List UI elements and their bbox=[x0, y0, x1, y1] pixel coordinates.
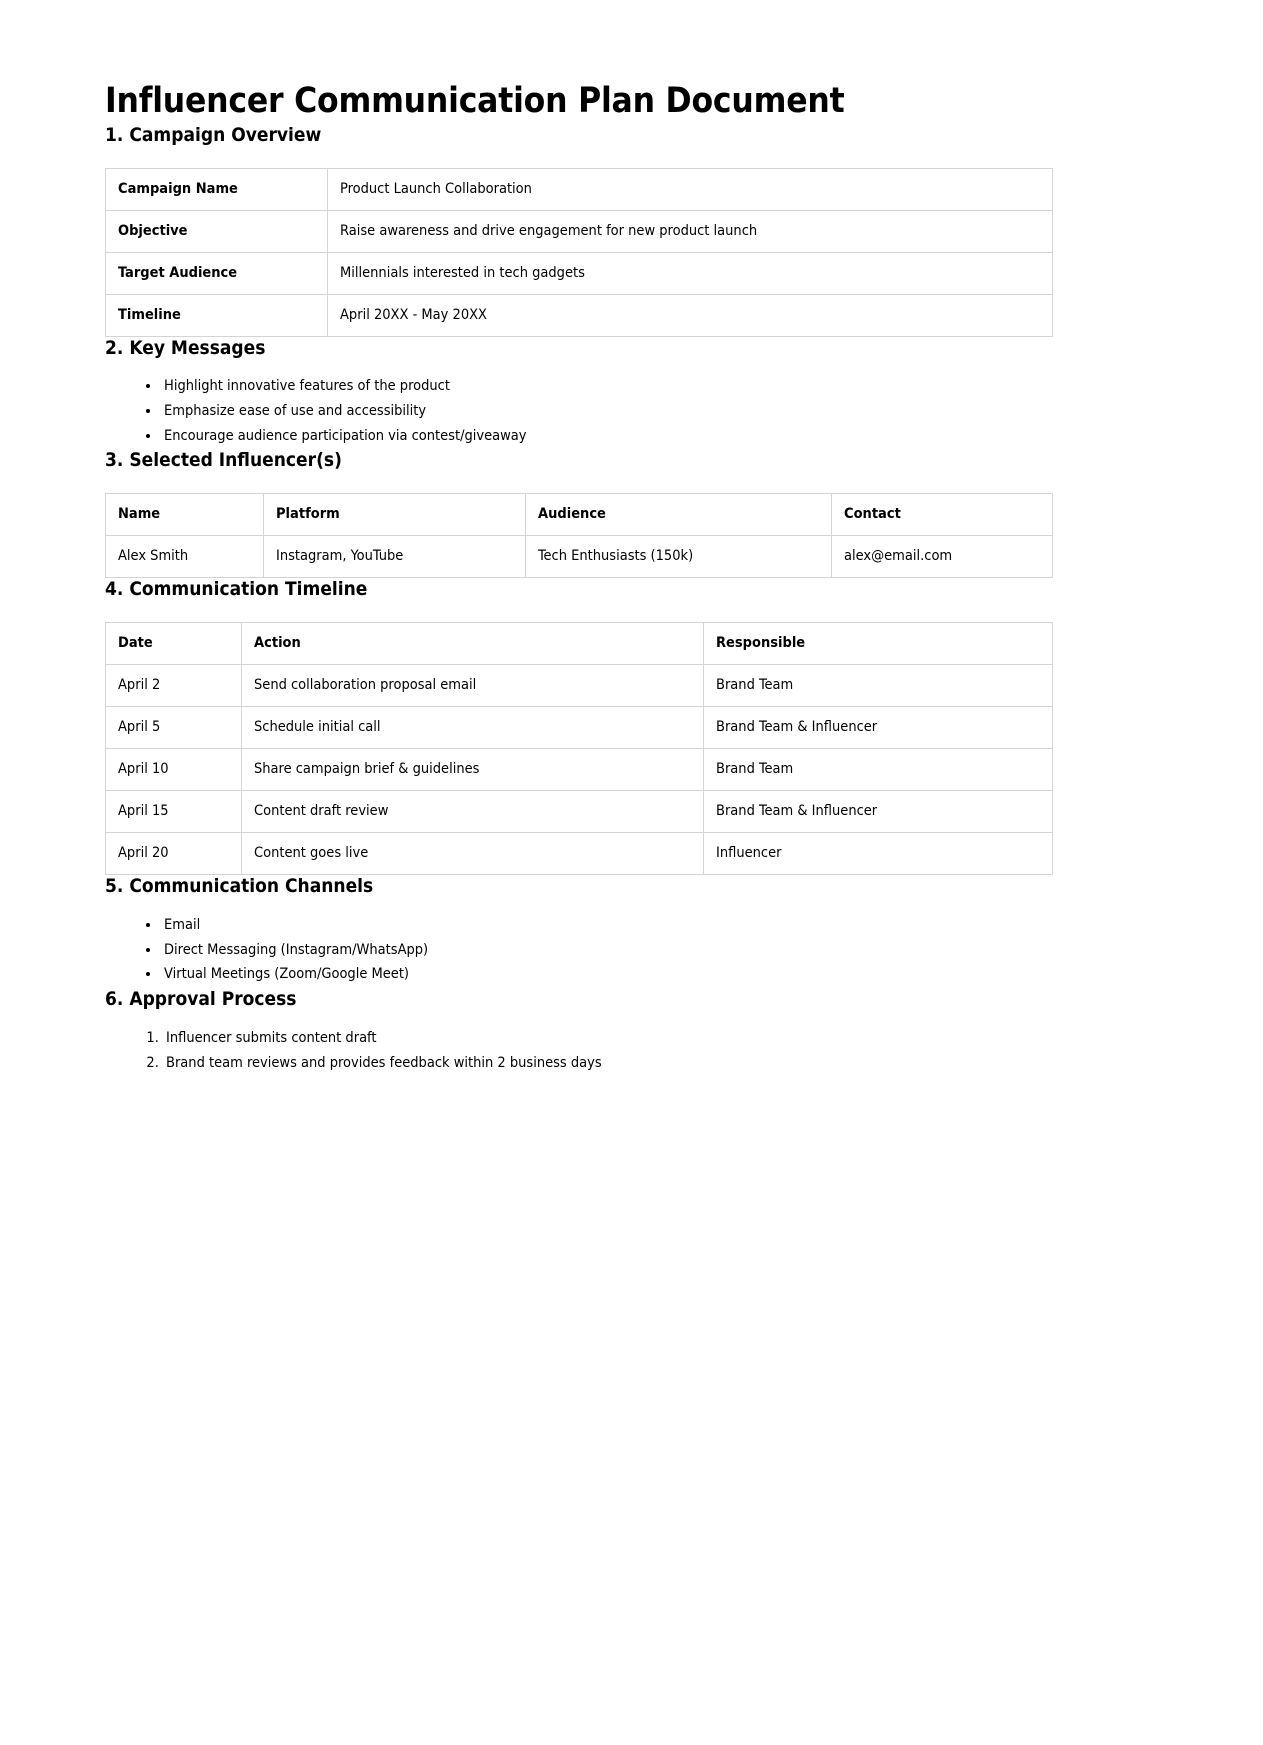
section-heading-approval-process: 6. Approval Process bbox=[105, 988, 297, 1011]
cell-action: Send collaboration proposal email bbox=[242, 665, 704, 707]
column-header-contact: Contact bbox=[832, 494, 1053, 536]
row-label: Campaign Name bbox=[106, 168, 328, 210]
cell-date: April 5 bbox=[106, 707, 242, 749]
cell-name: Alex Smith bbox=[106, 536, 264, 578]
list-item: • Highlight innovative features of the product bbox=[161, 375, 1158, 398]
cell-date: April 15 bbox=[106, 791, 242, 833]
cell-contact: alex@email.com bbox=[832, 536, 1053, 578]
section-heading-selected-influencers: 3. Selected Influencer(s) bbox=[105, 449, 342, 472]
table-row bbox=[106, 707, 1053, 749]
row-label: Objective bbox=[106, 210, 328, 252]
column-header-responsible: Responsible bbox=[704, 623, 1053, 665]
page-title: Influencer Communication Plan Document bbox=[105, 81, 845, 121]
cell-date: April 2 bbox=[106, 665, 242, 707]
table-row bbox=[106, 168, 1053, 210]
list-item: 1. Influencer submits content draft bbox=[163, 1027, 1158, 1050]
list-item: • Emphasize ease of use and accessibility bbox=[161, 400, 1158, 423]
cell-platform: Instagram, YouTube bbox=[264, 536, 526, 578]
row-value: Millennials interested in tech gadgets bbox=[328, 252, 1053, 294]
table-row bbox=[106, 252, 1053, 294]
row-value: Product Launch Collaboration bbox=[328, 168, 1053, 210]
selected-influencers-table bbox=[105, 493, 1053, 578]
key-messages-list bbox=[105, 375, 1158, 448]
table-row bbox=[106, 749, 1053, 791]
row-value: April 20XX - May 20XX bbox=[328, 294, 1053, 336]
column-header-name: Name bbox=[106, 494, 264, 536]
section-heading-key-messages: 2. Key Messages bbox=[105, 336, 266, 359]
cell-action: Schedule initial call bbox=[242, 707, 704, 749]
cell-responsible: Brand Team bbox=[704, 665, 1053, 707]
cell-audience: Tech Enthusiasts (150k) bbox=[526, 536, 832, 578]
cell-date: April 10 bbox=[106, 749, 242, 791]
cell-date: April 20 bbox=[106, 833, 242, 875]
column-header-action: Action bbox=[242, 623, 704, 665]
list-item: 2. Brand team reviews and provides feedback within 2 business days bbox=[163, 1052, 1158, 1075]
communication-timeline-table bbox=[105, 622, 1053, 875]
cell-responsible: Influencer bbox=[704, 833, 1053, 875]
section-heading-campaign-overview: 1. Campaign Overview bbox=[105, 123, 322, 146]
cell-responsible: Brand Team & Influencer bbox=[704, 707, 1053, 749]
cell-responsible: Brand Team bbox=[704, 749, 1053, 791]
table-header-row bbox=[106, 494, 1053, 536]
table-header-row bbox=[106, 623, 1053, 665]
list-item: • Encourage audience participation via contest/giveaway bbox=[161, 425, 1158, 448]
table-row bbox=[106, 536, 1053, 578]
column-header-date: Date bbox=[106, 623, 242, 665]
cell-action: Content draft review bbox=[242, 791, 704, 833]
table-row bbox=[106, 833, 1053, 875]
list-item: • Email bbox=[161, 914, 1158, 937]
list-item: • Virtual Meetings (Zoom/Google Meet) bbox=[161, 963, 1158, 986]
table-row bbox=[106, 665, 1053, 707]
table-row bbox=[106, 210, 1053, 252]
approval-process-list bbox=[105, 1027, 1158, 1075]
campaign-overview-table bbox=[105, 168, 1053, 337]
cell-action: Share campaign brief & guidelines bbox=[242, 749, 704, 791]
row-value: Raise awareness and drive engagement for new product launch bbox=[328, 210, 1053, 252]
row-label: Timeline bbox=[106, 294, 328, 336]
table-row bbox=[106, 791, 1053, 833]
communication-channels-list bbox=[105, 914, 1158, 987]
cell-responsible: Brand Team & Influencer bbox=[704, 791, 1053, 833]
section-heading-communication-channels: 5. Communication Channels bbox=[105, 875, 374, 898]
list-item: • Direct Messaging (Instagram/WhatsApp) bbox=[161, 939, 1158, 962]
cell-action: Content goes live bbox=[242, 833, 704, 875]
column-header-audience: Audience bbox=[526, 494, 832, 536]
table-row bbox=[106, 294, 1053, 336]
section-heading-communication-timeline: 4. Communication Timeline bbox=[105, 578, 368, 601]
row-label: Target Audience bbox=[106, 252, 328, 294]
column-header-platform: Platform bbox=[264, 494, 526, 536]
